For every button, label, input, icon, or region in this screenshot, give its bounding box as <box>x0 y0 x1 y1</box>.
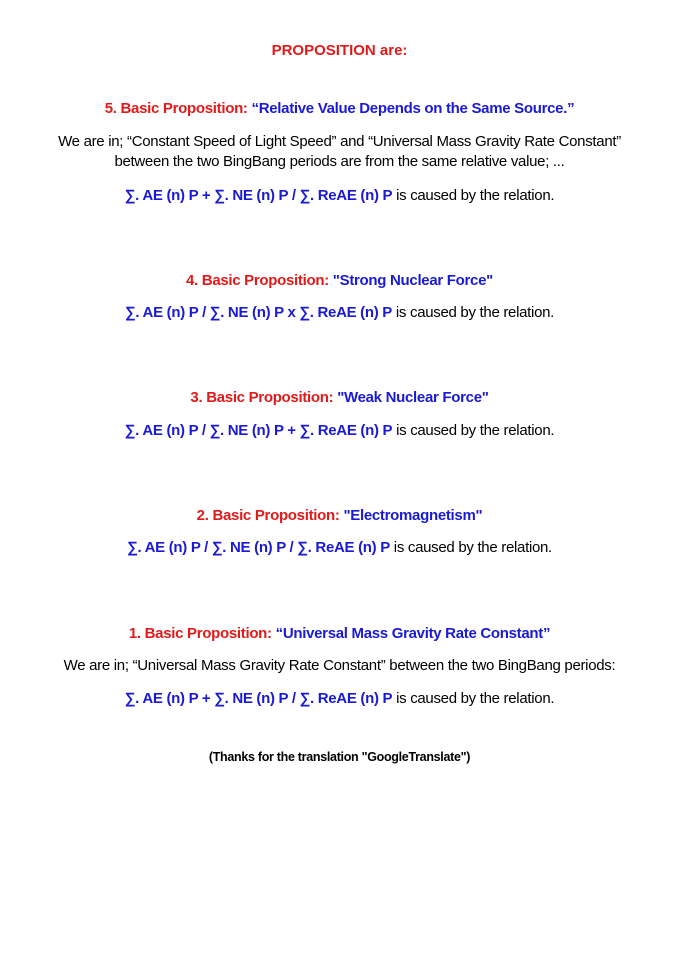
proposition-1-name: “Universal Mass Gravity Rate Constant” <box>275 625 551 642</box>
proposition-5-description-text: We are in; “Constant Speed of Light Speed” and “Universal Mass Gravity Rate Constant” between the two BingBang periods are from the same relative value; ... <box>58 133 621 170</box>
proposition-5-relation-text: is caused by the relation. <box>396 187 555 204</box>
proposition-1-relation-text: is caused by the relation. <box>396 690 555 707</box>
proposition-5-formula-text: ∑. AE (n) P + ∑. NE (n) P / ∑. ReAE (n) P <box>124 187 393 204</box>
proposition-4-formula <box>0 303 679 323</box>
proposition-4-heading <box>0 271 679 291</box>
proposition-5-formula <box>0 186 679 206</box>
proposition-2-formula-text: ∑. AE (n) P / ∑. NE (n) P / ∑. ReAE (n) P <box>127 539 390 556</box>
proposition-1-formula <box>0 689 679 709</box>
proposition-2-heading <box>0 506 679 526</box>
proposition-3-formula-text: ∑. AE (n) P / ∑. NE (n) P + ∑. ReAE (n) P <box>124 422 393 439</box>
proposition-3-label: 3. Basic Proposition: <box>190 389 334 406</box>
proposition-2-relation-text: is caused by the relation. <box>393 539 552 556</box>
proposition-3-relation-text: is caused by the relation. <box>396 422 555 439</box>
proposition-1-label: 1. Basic Proposition: <box>128 625 272 642</box>
proposition-1-formula-text: ∑. AE (n) P + ∑. NE (n) P / ∑. ReAE (n) P <box>124 690 393 707</box>
proposition-3-name: "Weak Nuclear Force" <box>337 389 489 406</box>
proposition-4-relation-text: is caused by the relation. <box>395 304 555 321</box>
proposition-1-description-text: We are in; “Universal Mass Gravity Rate Constant” between the two BingBang periods: <box>63 657 616 674</box>
document-title <box>0 41 679 61</box>
translation-note-text: (Thanks for the translation "GoogleTranslate") <box>208 750 471 764</box>
translation-note <box>0 747 679 767</box>
proposition-4-formula-text: ∑. AE (n) P / ∑. NE (n) P x ∑. ReAE (n) P <box>124 304 393 321</box>
proposition-2-name: "Electromagnetism" <box>343 507 483 524</box>
proposition-5-heading <box>0 99 679 119</box>
title-text: PROPOSITION are: <box>271 42 408 59</box>
proposition-5-name: “Relative Value Depends on the Same Source.” <box>251 100 575 117</box>
proposition-5-description <box>36 132 643 172</box>
proposition-2-formula <box>0 538 679 558</box>
proposition-4-name: "Strong Nuclear Force" <box>332 272 493 289</box>
proposition-3-heading <box>0 388 679 408</box>
proposition-5-label: 5. Basic Proposition: <box>104 100 248 117</box>
proposition-4-label: 4. Basic Proposition: <box>186 272 329 289</box>
proposition-3-formula <box>0 421 679 441</box>
proposition-2-label: 2. Basic Proposition: <box>196 507 340 524</box>
proposition-1-heading <box>0 624 679 644</box>
proposition-1-description <box>36 656 643 676</box>
